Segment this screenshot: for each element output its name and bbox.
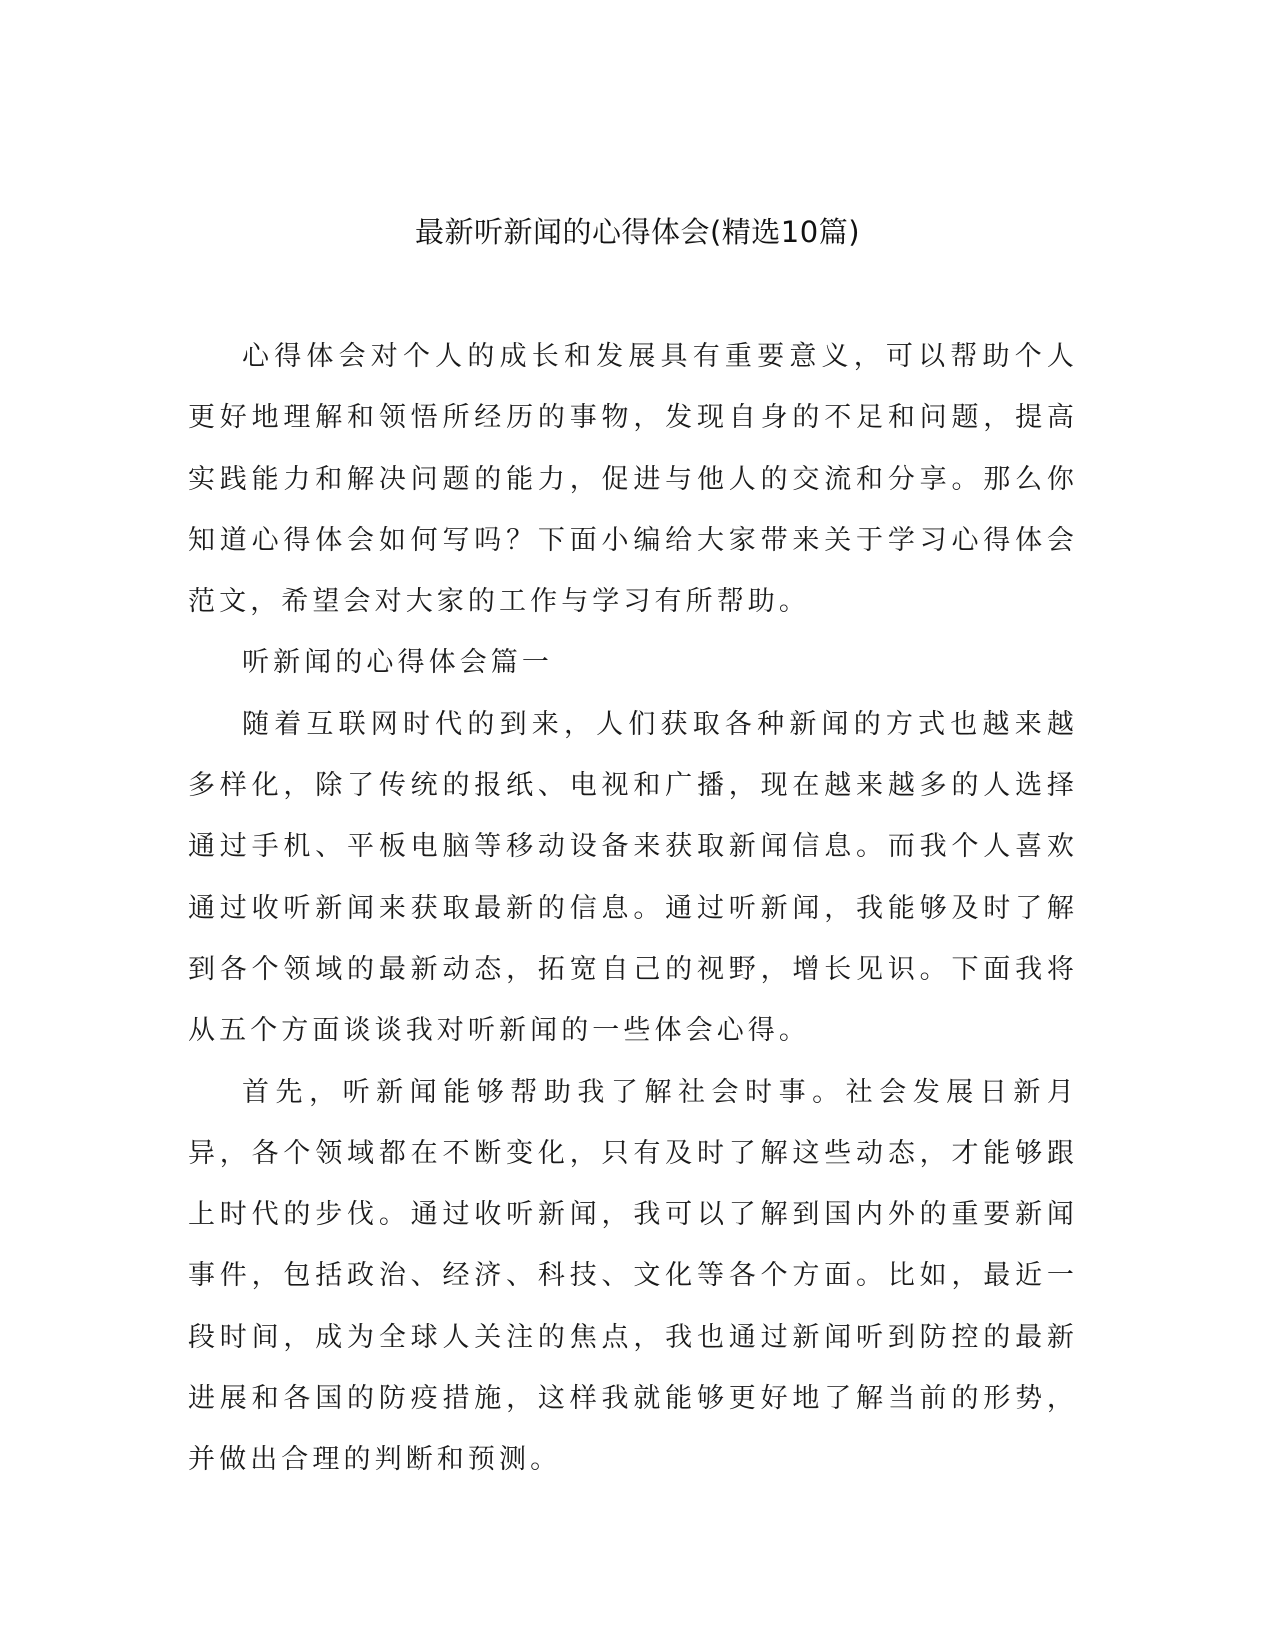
- document-title: 最新听新闻的心得体会(精选10篇): [414, 215, 861, 249]
- paragraph-news-ways: 随着互联网时代的到来，人们获取各种新闻的方式也越来越多样化，除了传统的报纸、电视和广播，现在越来越多的人选择通过手机、平板电脑等移动设备来获取新闻信息。而我个人喜欢通过收听新闻来获取最新的信息。通过听新闻，我能够及时了解到各个领域的最新动态，拓宽自己的视野，增长见识。下面我将从五个方面谈谈我对听新闻的一些体会心得。: [188, 708, 1078, 1047]
- paragraph-intro: 心得体会对个人的成长和发展具有重要意义，可以帮助个人更好地理解和领悟所经历的事物，发现自身的不足和问题，提高实践能力和解决问题的能力，促进与他人的交流和分享。那么你知道心得体会如何写吗？下面小编给大家带来关于学习心得体会范文，希望会对大家的工作与学习有所帮助。: [188, 341, 1078, 618]
- paragraph-first-point: 首先，听新闻能够帮助我了解社会时事。社会发展日新月异，各个领域都在不断变化，只有及时了解这些动态，才能够跟上时代的步伐。通过收听新闻，我可以了解到国内外的重要新闻事件，包括政治、经济、科技、文化等各个方面。比如，最近一段时间，成为全球人关注的焦点，我也通过新闻听到防控的最新进展和各国的防疫措施，这样我就能够更好地了解当前的形势，并做出合理的判断和预测。: [188, 1076, 1078, 1476]
- document-body: [188, 326, 1078, 1491]
- section-heading-part-one: 听新闻的心得体会篇一: [242, 647, 553, 679]
